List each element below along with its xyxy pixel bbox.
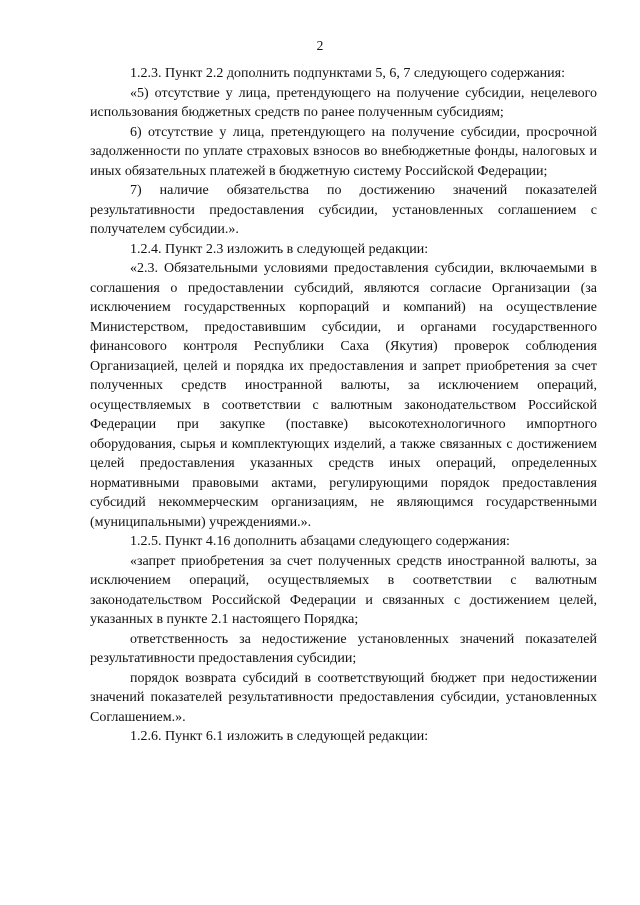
paragraph-currency-ban: «запрет приобретения за счет полученных средств иностранной валюты, за исключением операций, осуществляемых в соответствии с валютным законодательством Российской Федерации и связанных с достижением целей, указанных в пункте 2.1 настоящего Порядка; [90,553,597,627]
paragraph-subitem-7: 7) наличие обязательства по достижению значений показателей результативности предоставления субсидии, установленных соглашением с получателем субсидии.». [90,183,597,237]
paragraph-subitem-6: 6) отсутствие у лица, претендующего на получение субсидии, просрочной задолженности по уплате страховых взносов во внебюджетные фонды, налоговых и иных обязательных платежей в бюджетную систему Российской Федерации; [90,124,597,179]
paragraph-1-2-4: 1.2.4. Пункт 2.3 изложить в следующей редакции: [130,241,429,257]
paragraph-1-2-3: 1.2.3. Пункт 2.2 дополнить подпунктами 5, 6, 7 следующего содержания: [130,66,565,81]
paragraph-responsibility: ответственность за недостижение установленных значений показателей результативности предоставления субсидии; [90,631,597,666]
paragraph-1-2-6: 1.2.6. Пункт 6.1 изложить в следующей редакции: [130,729,429,744]
paragraph-1-2-5: 1.2.5. Пункт 4.16 дополнить абзацами следующего содержания: [130,534,510,549]
document-body [90,64,597,747]
paragraph-clause-2-3: «2.3. Обязательными условиями предоставления субсидии, включаемыми в соглашения о предоставлении субсидий, являются согласие Организации (за исключением государственных корпораций и компаний) на осуществление Министерством, предоставившим субсидии, и органами государственного финансового контроля Республики Саха (Якутия) проверок соблюдения Организацией, целей и порядка их предоставления и запрет приобретения за счет полученных средств иностранной валюты, за исключением операций, осуществляемых в соответствии с валютным законодательством Российской Федерации при закупке (поставке) высокотехнологичного импортного оборудования, сырья и комплектующих изделий, а также связанных с достижением целей предоставления указанных средств иных операций, определенных нормативными правовыми актами, регулирующими порядок предоставления субсидий некоммерческим организациям, не являющимся государственными (муниципальными) учреждениями.». [90,261,597,530]
paragraph-subitem-5: «5) отсутствие у лица, претендующего на получение субсидии, нецелевого использования бюджетных средств по ранее полученным субсидиям; [90,85,597,120]
paragraph-refund-procedure: порядок возврата субсидий в соответствующий бюджет при недостижении значений показателей результативности предоставления субсидии, установленных Соглашением.». [90,670,597,725]
page-number: 2 [316,38,324,53]
